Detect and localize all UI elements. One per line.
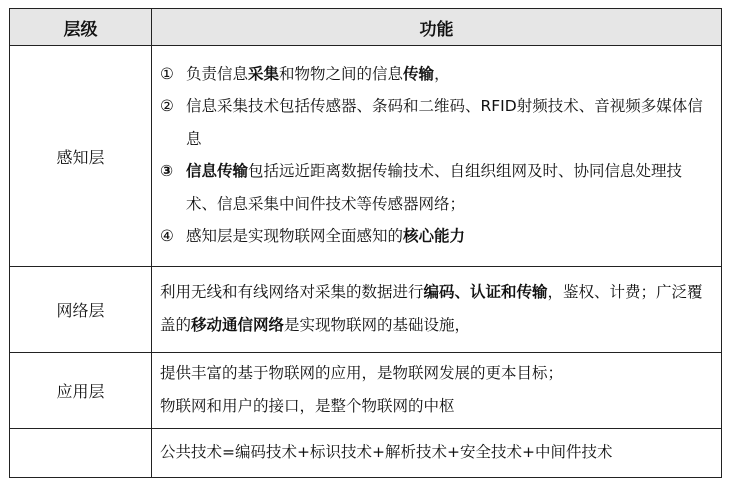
list-item <box>160 58 713 91</box>
cell-line: 物联网和用户的接口，是整个物联网的中枢 <box>160 396 455 415</box>
item-text: 和物物之间的信息 <box>279 64 404 83</box>
cell-text: 是实现物联网的基础设施， <box>284 315 471 334</box>
table-row-application <box>10 353 722 429</box>
function-cell-common: 公共技术=编码技术+标识技术+解析技术+安全技术+中间件技术 <box>152 429 722 478</box>
list-item <box>160 90 713 155</box>
item-number: ④ <box>160 227 174 245</box>
table-row-common <box>10 429 722 478</box>
item-text: 负责信息 <box>186 64 249 83</box>
header-layer: 层级 <box>10 9 152 46</box>
item-text-bold: 采集 <box>248 64 280 83</box>
table-header-row <box>10 9 722 46</box>
function-cell-network <box>152 267 722 353</box>
layer-name-network: 网络层 <box>10 267 152 353</box>
item-text: ， <box>434 64 450 83</box>
layer-function-table-wrapper <box>9 8 722 478</box>
item-text-bold: 核心能力 <box>403 227 466 245</box>
cell-text: 利用无线和有线网络对采集的数据进行 <box>160 283 424 301</box>
table-row-perception <box>10 46 722 267</box>
list-item <box>160 155 713 220</box>
table-row-network <box>10 267 722 353</box>
item-number: ③ <box>160 162 174 180</box>
iot-layer-table <box>9 8 722 478</box>
item-text: 包括远近距离数据传输技术、自组织组网及时、协同信息处理技术、信息采集中间件技术等传感器网络； <box>186 162 683 213</box>
cell-text-bold: 移动通信网络 <box>191 315 285 334</box>
item-number: ② <box>160 97 174 115</box>
item-text-bold: 信息传输 <box>186 162 249 180</box>
cell-line: 提供丰富的基于物联网的应用，是物联网发展的更本目标； <box>160 364 564 382</box>
list-item <box>160 220 713 253</box>
layer-name-common <box>10 429 152 478</box>
item-number: ① <box>160 64 174 83</box>
function-cell-application <box>152 353 722 429</box>
cell-text: ，鉴权、计费；广泛覆盖的 <box>160 283 703 334</box>
item-text: 信息采集技术包括传感器、条码和二维码、RFID射频技术、音视频多媒体信息 <box>186 97 703 148</box>
function-cell-perception <box>152 46 722 267</box>
item-text: 感知层是实现物联网全面感知的 <box>186 227 404 245</box>
layer-name-perception: 感知层 <box>10 46 152 267</box>
item-text-bold: 传输 <box>403 64 435 83</box>
cell-text-bold: 编码、认证和传输 <box>423 283 548 301</box>
header-function: 功能 <box>152 9 722 46</box>
layer-name-application: 应用层 <box>10 353 152 429</box>
